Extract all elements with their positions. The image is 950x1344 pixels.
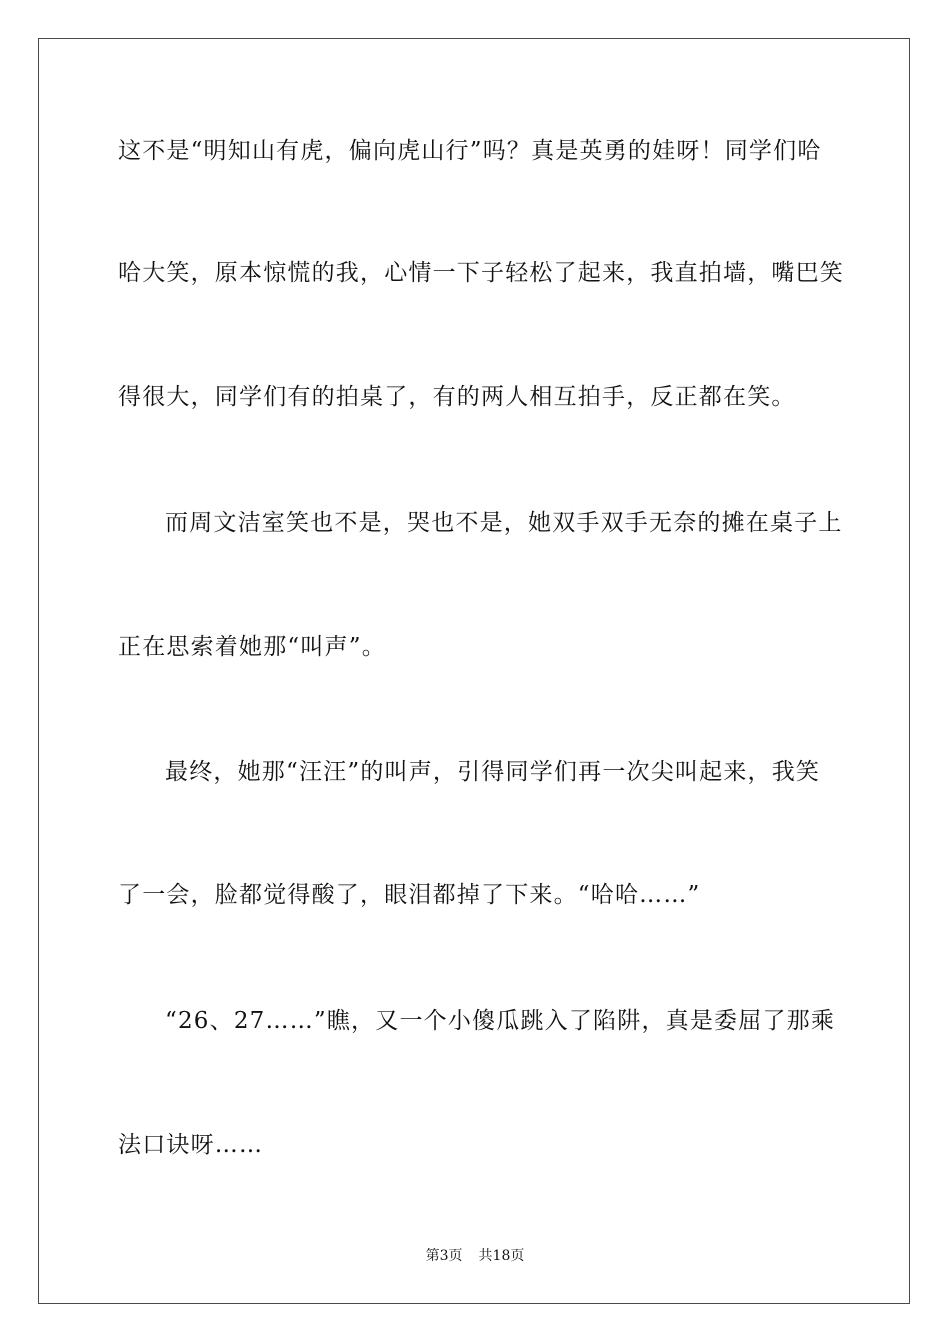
total-pages: 共18页	[478, 1248, 525, 1264]
page-number: 第3页	[425, 1248, 463, 1264]
page-border	[38, 38, 910, 1304]
page-footer	[0, 1247, 950, 1265]
text-line-5: 正在思索着她那“叫声”。	[118, 634, 386, 660]
text-line-1: 这不是“明知山有虎，偏向虎山行”吗？真是英勇的娃呀！同学们哈	[118, 138, 822, 164]
text-line-8: “26、27……”瞧，又一个小傻瓜跳入了陷阱，真是委屈了那乘	[165, 1008, 836, 1034]
text-line-6: 最终，她那“汪汪”的叫声，引得同学们再一次尖叫起来，我笑	[165, 759, 821, 785]
text-line-3: 得很大，同学们有的拍桌了，有的两人相互拍手，反正都在笑。	[118, 384, 796, 410]
text-line-2: 哈大笑，原本惊慌的我，心情一下子轻松了起来，我直拍墙，嘴巴笑	[118, 260, 844, 286]
text-line-9: 法口诀呀……	[118, 1132, 264, 1158]
text-line-4: 而周文洁室笑也不是，哭也不是，她双手双手无奈的摊在桌子上	[165, 510, 843, 536]
text-line-7: 了一会，脸都觉得酸了，眼泪都掉了下来。“哈哈……”	[118, 882, 701, 908]
